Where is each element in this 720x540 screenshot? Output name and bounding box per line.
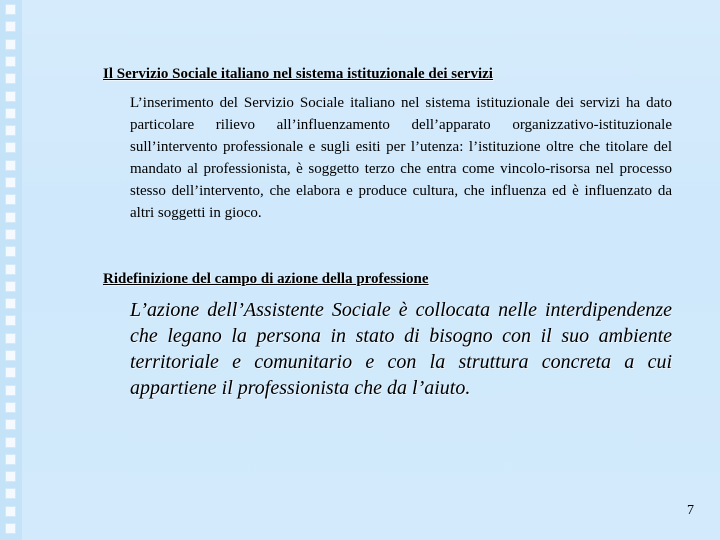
decorative-square <box>5 506 16 517</box>
section-heading-servizio-sociale: Il Servizio Sociale italiano nel sistema istituzionale dei servizi <box>103 66 493 82</box>
decorative-square <box>5 367 16 378</box>
decorative-square <box>5 298 16 309</box>
decorative-square <box>5 212 16 223</box>
decorative-square <box>5 229 16 240</box>
decorative-square <box>5 523 16 534</box>
decorative-square <box>5 56 16 67</box>
decorative-square <box>5 419 16 430</box>
page-number: 7 <box>687 503 694 518</box>
decorative-square <box>5 91 16 102</box>
decorative-square <box>5 488 16 499</box>
decorative-square <box>5 142 16 153</box>
section-body-servizio-sociale: L’inserimento del Servizio Sociale italiano nel sistema istituzionale dei servizi ha dato particolare rilievo all’influenzamento dell’apparato organizzativo-istituzionale sull’intervento professionale e sugli esiti per l’utenza: l’istituzione oltre che titolare del mandato al professionista, è soggetto terzo che entra come vincolo-risorsa nel processo stesso dell’intervento, che elabora e produce cultura, che influenza ed è influenzato da altri soggetti in gioco. <box>130 95 672 221</box>
decorative-square <box>5 21 16 32</box>
section-heading-ridefinizione: Ridefinizione del campo di azione della professione <box>103 271 429 287</box>
decorative-square <box>5 39 16 50</box>
decorative-square <box>5 177 16 188</box>
decorative-square <box>5 315 16 326</box>
decorative-square <box>5 160 16 171</box>
decorative-square <box>5 402 16 413</box>
decorative-square-strip <box>0 0 22 540</box>
decorative-square <box>5 246 16 257</box>
decorative-square <box>5 454 16 465</box>
decorative-square <box>5 264 16 275</box>
decorative-square <box>5 108 16 119</box>
decorative-square <box>5 385 16 396</box>
section-body-ridefinizione: L’azione dell’Assistente Sociale è collocata nelle interdipendenze che legano la persona in stato di bisogno con il suo ambiente territoriale e comunitario e con la struttura concreta a cui appartiene il professionista che da l’aiuto. <box>130 299 672 399</box>
decorative-square <box>5 333 16 344</box>
decorative-square <box>5 437 16 448</box>
decorative-square <box>5 194 16 205</box>
decorative-square <box>5 125 16 136</box>
decorative-square <box>5 4 16 15</box>
decorative-square <box>5 73 16 84</box>
decorative-square <box>5 350 16 361</box>
decorative-square <box>5 281 16 292</box>
decorative-square <box>5 471 16 482</box>
